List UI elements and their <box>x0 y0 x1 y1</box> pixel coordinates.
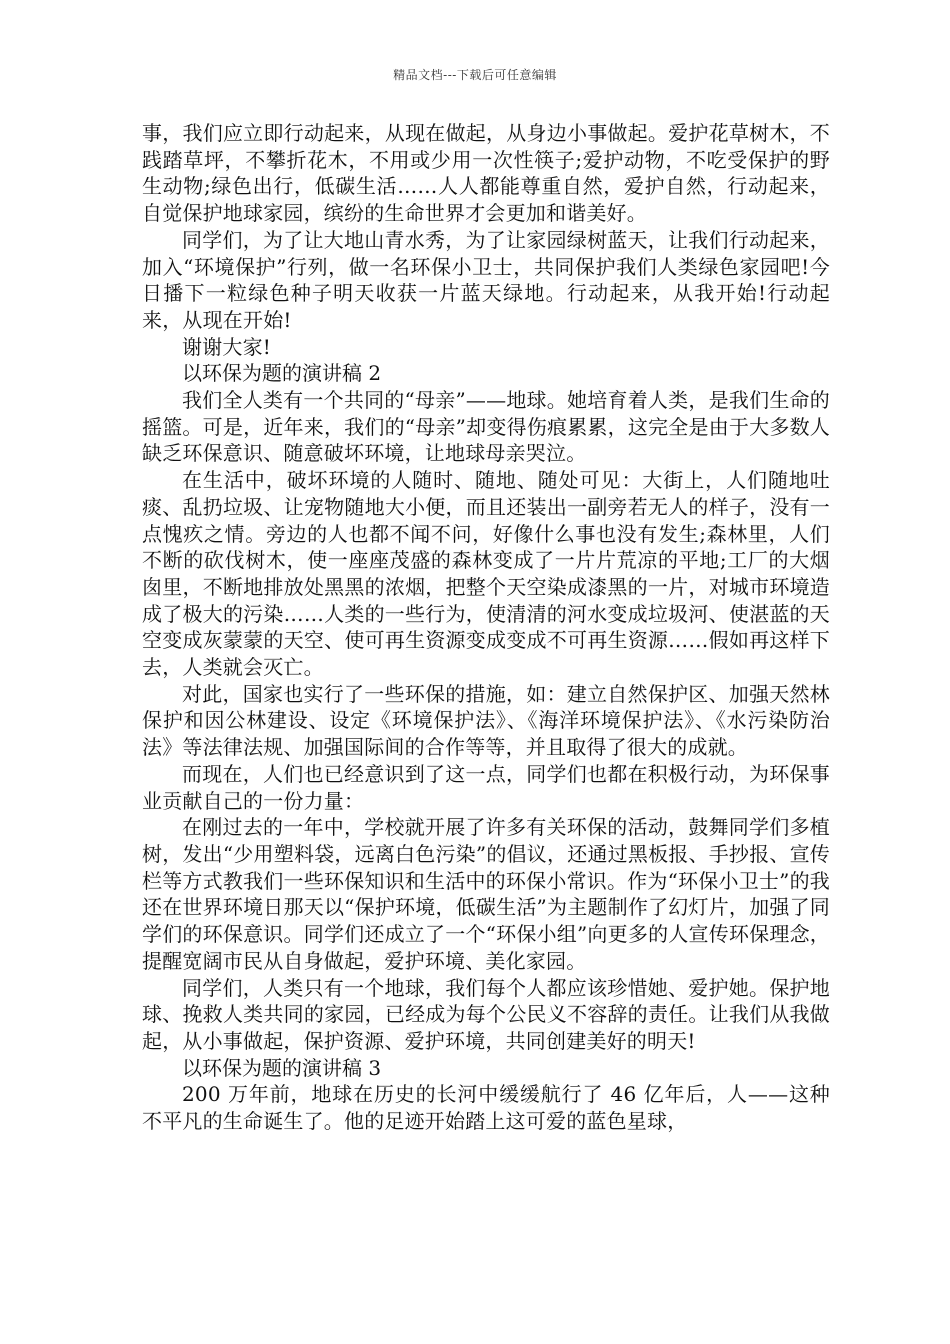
speech-title-3: 以环保为题的演讲稿 3 <box>182 1055 382 1080</box>
paragraph-students-action: 而现在，人们也已经意识到了这一点，同学们也都在积极行动，为环保事业贡献自己的一份力量： <box>142 761 830 813</box>
paragraph-environmental-damage: 在生活中，破坏环境的人随时、随地、随处可见：大街上，人们随地吐痰、乱扔垃圾、让宠物随地大小便，而且还装出一副旁若无人的样子，没有一点愧疚之情。旁边的人也都不闻不问，好像什么事也没有发生;森林里，人们不断的砍伐树木，使一座座茂盛的森林变成了一片片荒凉的平地;工厂的大烟囱里，不断地排放处黑黑的浓烟，把整个天空染成漆黑的一片，对城市环境造成了极大的污染……人类的一些行为，使清清的河水变成垃圾河、使湛蓝的天空变成灰蒙蒙的天空、使可再生资源变成变成不可再生资源……假如再这样下去，人类就会灭亡。 <box>142 468 830 680</box>
paragraph-call-to-action: 同学们，为了让大地山青水秀，为了让家园绿树蓝天，让我们行动起来，加入“环境保护”行列，做一名环保小卫士，共同保护我们人类绿色家园吧!今日播下一粒绿色种子明天收获一片蓝天绿地。行动起来，从我开始!行动起来，从现在开始! <box>142 227 830 332</box>
document-body <box>142 120 830 1135</box>
paragraph-human-history: 200 万年前，地球在历史的长河中缓缓航行了 46 亿年后，人——这种不平凡的生命诞生了。他的足迹开始踏上这可爱的蓝色星球， <box>142 1082 830 1134</box>
paragraph-national-measures: 对此，国家也实行了一些环保的措施，如：建立自然保护区、加强天然林保护和因公林建设、设定《环境保护法》、《海洋环境保护法》、《水污染防治法》等法律法规、加强国际间的合作等等，并且取得了很大的成就。 <box>142 681 830 760</box>
paragraph-one-earth: 同学们，人类只有一个地球，我们每个人都应该珍惜她、爱护她。保护地球、挽救人类共同的家园，已经成为每个公民义不容辞的责任。让我们从我做起，从小事做起，保护资源、爱护环境，共同创建美好的明天! <box>142 975 830 1053</box>
page-header: 精品文档---下载后可任意编辑 <box>393 68 557 82</box>
speech-title-2: 以环保为题的演讲稿 2 <box>182 361 382 386</box>
paragraph-thanks: 谢谢大家! <box>182 334 272 359</box>
paragraph-continuation: 事，我们应立即行动起来，从现在做起，从身边小事做起。爱护花草树木，不践踏草坪，不攀折花木，不用或少用一次性筷子;爱护动物，不吃受保护的野生动物;绿色出行，低碳生活……人人都能尊重自然，爱护自然，行动起来，自觉保护地球家园，缤纷的生命世界才会更加和谐美好。 <box>142 121 830 226</box>
paragraph-mother-earth: 我们全人类有一个共同的“母亲”——地球。她培育着人类，是我们生命的摇篮。可是，近年来，我们的“母亲”却变得伤痕累累，这完全是由于大多数人缺乏环保意识、随意破坏环境，让地球母亲哭泣。 <box>142 388 830 466</box>
paragraph-school-activities: 在刚过去的一年中，学校就开展了许多有关环保的活动，鼓舞同学们多植树，发出“少用塑料袋，远离白色污染”的倡议，还通过黑板报、手抄报、宣传栏等方式教我们一些环保知识和生活中的环保小常识。作为“环保小卫士”的我还在世界环境日那天以“保护环境，低碳生活”为主题制作了幻灯片，加强了同学们的环保意识。同学们还成立了一个“环保小组”向更多的人宣传环保理念，提醒宽阔市民从自身做起，爱护环境、美化家园。 <box>142 815 830 973</box>
